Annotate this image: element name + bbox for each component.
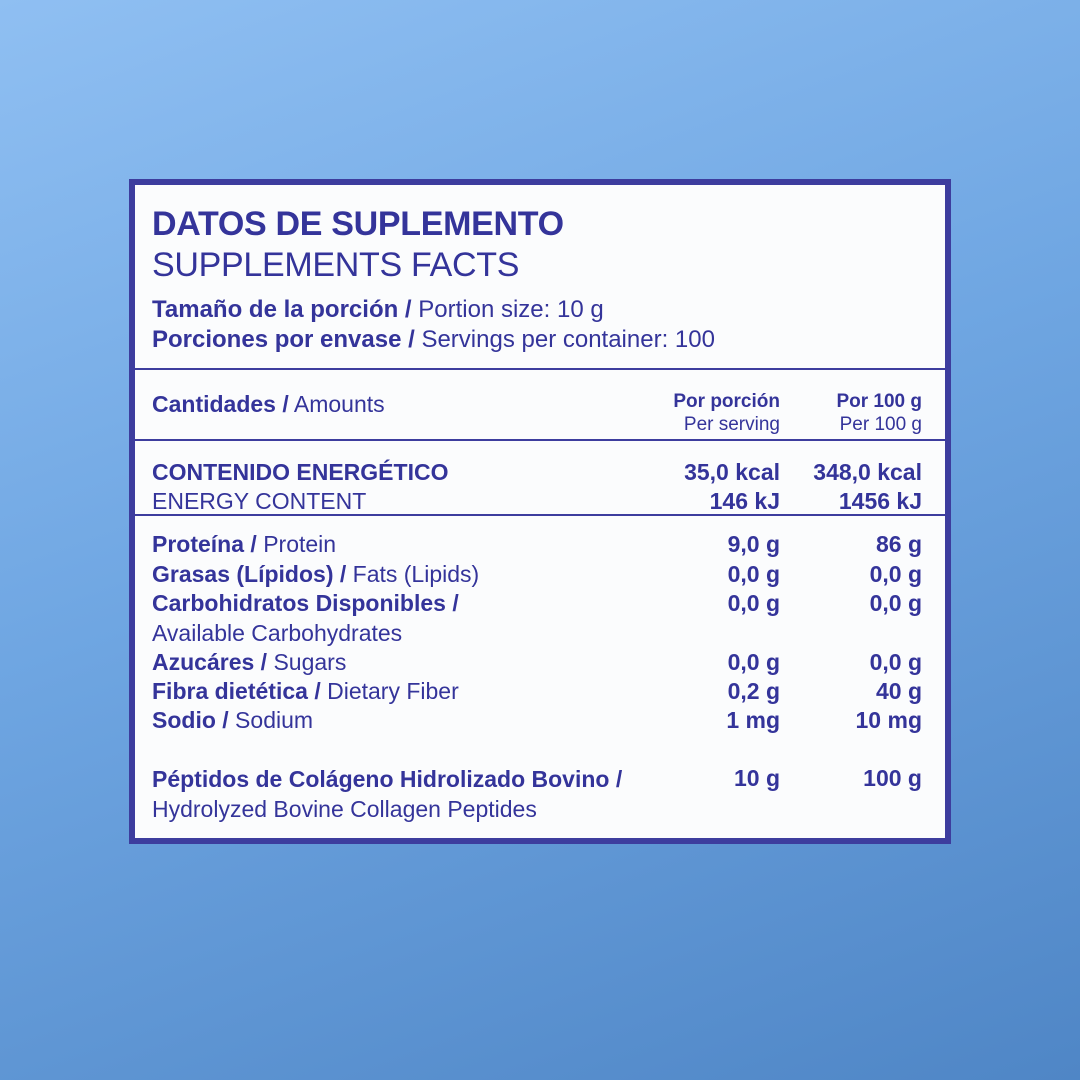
nutrient-serving-value: 0,0 g: [727, 561, 780, 587]
nutrient-serving-value: 0,2 g: [727, 678, 780, 704]
collagen-label-en: Hydrolyzed Bovine Collagen Peptides: [152, 796, 537, 822]
nutrient-label-es: Fibra dietética /: [152, 678, 321, 704]
nutrient-per100-value: 10 mg: [855, 707, 922, 733]
nutrient-row-sugars: [152, 651, 346, 674]
collagen-label-es: Péptidos de Colágeno Hidrolizado Bovino /: [152, 766, 623, 792]
portion-size-label-es: Tamaño de la porción /: [152, 296, 412, 323]
nutrient-label-es: Sodio /: [152, 707, 229, 733]
servings-label-en: Servings per container: 100: [414, 326, 715, 353]
nutrient-label-en: Fats (Lipids): [346, 561, 480, 587]
nutrient-per100-value: 0,0 g: [869, 590, 922, 616]
nutrient-label-en: Dietary Fiber: [320, 678, 459, 704]
nutrient-serving-value: 0,0 g: [727, 649, 780, 675]
collagen-serving-value: 10 g: [733, 765, 780, 791]
nutrient-per100-value: 0,0 g: [869, 649, 922, 675]
nutrient-serving-value: 9,0 g: [727, 531, 780, 557]
energy-kcal-serving: 35,0 kcal: [684, 459, 780, 485]
nutrient-per100-value: 86 g: [875, 531, 922, 557]
divider: [135, 439, 945, 441]
nutrient-label-en: Sugars: [267, 649, 347, 675]
energy-kj-serving: 146 kJ: [709, 488, 780, 514]
divider: [135, 368, 945, 370]
nutrient-label-en: Sodium: [228, 707, 314, 733]
energy-label-en: ENERGY CONTENT: [152, 488, 367, 514]
nutrient-label-en: Available Carbohydrates: [152, 620, 403, 646]
servings-label-es: Porciones por envase /: [152, 326, 415, 353]
nutrient-row-fats: [152, 563, 479, 586]
amounts-header: [152, 393, 385, 416]
amounts-header-es: Cantidades /: [152, 391, 289, 417]
nutrient-serving-value: 0,0 g: [727, 590, 780, 616]
collagen-per100-value: 100 g: [863, 765, 922, 791]
per-100g-header-es: Por 100 g: [836, 391, 922, 412]
per-100g-header-en: Per 100 g: [839, 414, 922, 435]
nutrient-per100-value: 0,0 g: [869, 561, 922, 587]
portion-size-label-en: Portion size: 10 g: [411, 296, 604, 323]
amounts-header-en: Amounts: [288, 391, 385, 417]
nutrient-row-fiber: [152, 680, 459, 703]
nutrient-row-sodium: [152, 709, 313, 732]
nutrient-label-es: Grasas (Lípidos) /: [152, 561, 347, 587]
servings-line: [152, 328, 715, 352]
supplement-facts-panel: [129, 179, 951, 844]
divider: [135, 514, 945, 516]
energy-label-es: CONTENIDO ENERGÉTICO: [152, 459, 449, 485]
nutrient-label-es: Carbohidratos Disponibles /: [152, 590, 459, 616]
panel-title: DATOS DE SUPLEMENTO: [152, 205, 564, 243]
panel-subtitle: SUPPLEMENTS FACTS: [152, 246, 520, 284]
nutrient-label-en: Protein: [256, 531, 337, 557]
per-serving-header-en: Per serving: [683, 414, 780, 435]
energy-kj-100g: 1456 kJ: [838, 488, 922, 514]
nutrient-row-protein: [152, 533, 336, 556]
energy-kcal-100g: 348,0 kcal: [813, 459, 922, 485]
nutrient-label-es: Azucáres /: [152, 649, 268, 675]
nutrient-label-es: Proteína /: [152, 531, 257, 557]
per-serving-header-es: Por porción: [673, 391, 780, 412]
nutrient-per100-value: 40 g: [875, 678, 922, 704]
portion-size-line: [152, 298, 604, 322]
nutrient-serving-value: 1 mg: [726, 707, 780, 733]
